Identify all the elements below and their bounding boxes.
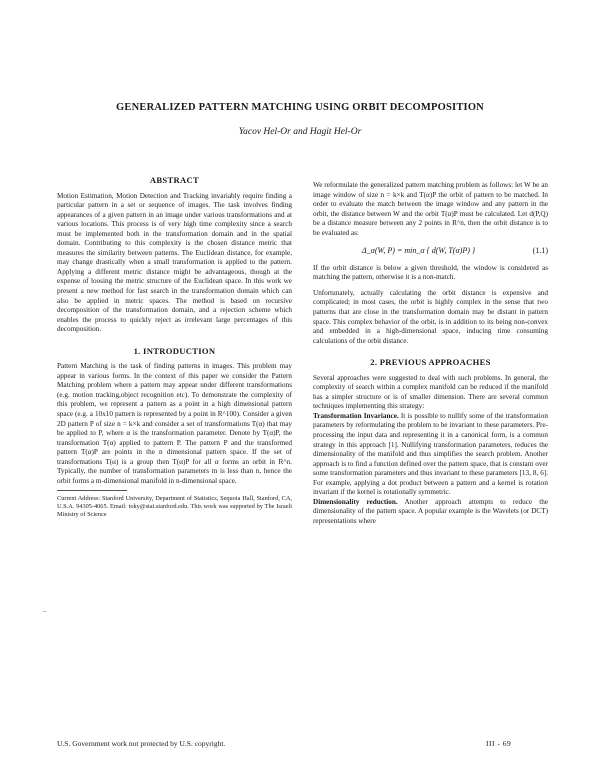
introduction-text: Pattern Matching is the task of finding patterns in images. This problem may appear in various forms. In the context of this paper we consider the Pattern Matching problem where a pattern may appear under different transformations (e.g. motion tracking,object recognition etc). To demonstrate the complexity of this problem, we represent a pattern as a point in a high dimensional pattern space (e.g. a 10x10 pattern is represented by a point in R^100). Consider a given 2D pattern P of size n = k×k and consider a set of transformations T(α) that may be applied to P, where α is the transformation parameter. Denote by T(α)P, the transformation T(α) applied to pattern P. The pattern P and the transformed pattern T(α)P are points in the n dimensional pattern space. If the set of transformations T(α) is a group then T(α)P for all α forms an orbit in R^n. Typically, the number of transformation parameters m is less than n, hence the orbit forms a m-dimensional manifold in n-dimensional space.: [57, 362, 292, 485]
transformation-invariance-text: It is possible to nullify some of the transformation parameters by reformulating the problem to be invariant to these parameters. Pre-processing the input data and representing it in a canonical form, is a common strategy in this approach [1]. Nullifying transformation parameters, reduces the dimensionality of the manifold and thus simplifies the search problem. Another approach is to find a function defined over the pattern space, that is constant over some transformation parameters and thus invariant to these parameters [13, 8, 6]. For example, applying a dot product between a pattern and a kernel is rotation invariant if the kernel is rotationally symmetric.: [313, 411, 548, 497]
dimensionality-reduction-label: Dimensionality reduction.: [313, 497, 398, 506]
paper-authors: Yacov Hel-Or and Hagit Hel-Or: [238, 127, 362, 137]
margin-mark: –: [43, 607, 47, 615]
transformation-invariance-paragraph: [313, 412, 548, 498]
equation-1-1: [313, 246, 548, 256]
abstract-heading: ABSTRACT: [149, 175, 200, 185]
previous-approaches-heading: 2. PREVIOUS APPROACHES: [370, 357, 491, 368]
complexity-paragraph: Unfortunately, actually calculating the orbit distance is expensive and complicated; in most cases, the orbit is highly complex in the sense that two patterns that are close in the transformation domain may be distant in pattern space. This complex behavior of the orbit, is in addition to its being non-convex and embedded in a high-dimensional space, inducing time consuming calculations of the orbit distance.: [313, 288, 548, 345]
footnote-text: Current Address: Stanford University, Department of Statistics, Sequoia Hall, Stanford, CA, U.S.A. 94305-4065. Email: toky@stat.stanford.edu. This work was supported by The Israeli Ministry of Science: [57, 495, 292, 519]
reformulation-paragraph: We reformulate the generalized pattern matching problem as follows: let W be an image window of size n = k×k and T(α)P the orbit of pattern to be matched. In order to evaluate the match between the image window and any pattern in the orbit, the distance between W and the orbit T(α)P must be calculated. Let d(P,Q) be a distance measure between any 2 points in R^n, then the orbit distance is to be evaluated as:: [313, 181, 548, 237]
orbit-distance-equation: Δ_α(W, P) = min_α { d(W, T(α)P) }: [361, 246, 476, 256]
right-column: [313, 181, 548, 527]
introduction-heading: 1. INTRODUCTION: [133, 345, 216, 356]
threshold-paragraph: If the orbit distance is below a given threshold, the window is considered as matching the pattern, otherwise it is a non-match.: [313, 263, 548, 282]
equation-number: (1.1): [532, 246, 548, 256]
paper-title: GENERALIZED PATTERN MATCHING USING ORBIT DECOMPOSITION: [116, 102, 484, 113]
page-number: III - 69: [486, 739, 512, 748]
left-column: [57, 176, 292, 519]
previous-approaches-intro: Several approaches were suggested to deal with such problems. In general, the complexity of search within a complex manifold can be reduced if the manifold has a simpler structure or is of smaller dimension. There are several common techniques implementing this strategy:: [313, 373, 548, 411]
copyright-notice: U.S. Government work not protected by U.S. copyright.: [57, 739, 226, 748]
transformation-invariance-label: Transformation Invariance.: [313, 411, 399, 420]
abstract-text: Motion Estimation, Motion Detection and Tracking invariably require finding a particular pattern in a set or sequence of images. The task involves finding appearances of a given pattern in an image under various transformations and at various locations. This process is of very high time complexity since a search must be implemented both in the transformation domain and in the spatial domain. Contributing to this complexity is the chosen distance metric that measures the similarity between patterns. The Euclidean distance, for example, may change drastically when a small transformation is applied to the pattern. Applying a different metric distance might be advantageous, though at the expense of loosing the metric structure of the Euclidean space. In this work we present a new method for fast search in the transformation domain which can also be applied in metric spaces. The method is based on recursive decomposition of the transformation domain, and a rejection scheme which enables the process to quickly reject as irrelevant large percentages of this decomposition.: [57, 191, 292, 334]
footnote-rule: [57, 490, 127, 491]
dimensionality-reduction-paragraph: [313, 498, 548, 527]
dimensionality-reduction-text: Another approach attempts to reduce the dimensionality of the pattern space. A popular example is the Wavelets (or DCT) representations where: [313, 497, 548, 525]
